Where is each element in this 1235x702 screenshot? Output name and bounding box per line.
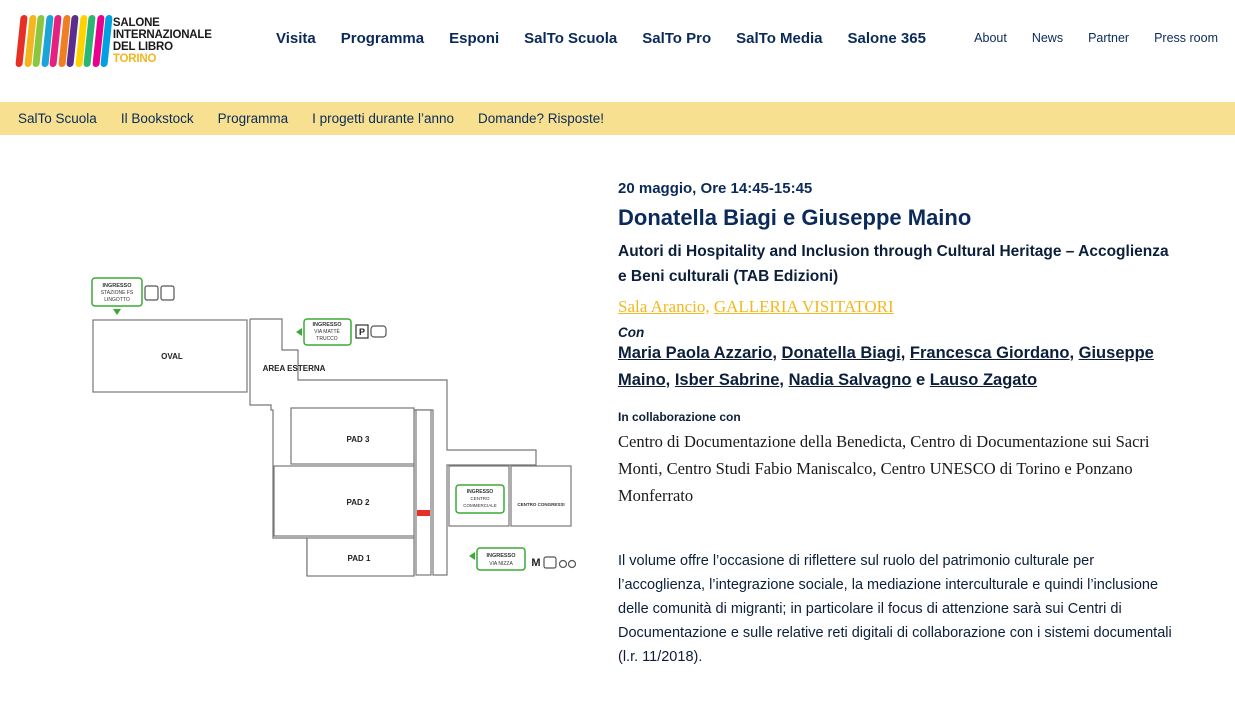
main-nav xyxy=(276,30,951,47)
utility-nav xyxy=(949,31,1218,45)
site-logo[interactable] xyxy=(18,12,218,70)
author-link[interactable]: Lauso Zagato xyxy=(929,371,1038,389)
section-subnav xyxy=(0,102,1235,135)
author-link[interactable]: Nadia Salvagno xyxy=(788,371,912,389)
bus-icon-nizza xyxy=(544,557,556,568)
logo-line-2: INTERNAZIONALE xyxy=(112,29,212,41)
map-label-centro-congressi: CENTRO CONGRESSI xyxy=(517,502,565,507)
map-label-centro-3: COMMERCIALE xyxy=(463,503,497,508)
logo-torino: TORINO xyxy=(112,53,157,65)
nav-salto-pro[interactable]: SalTo Pro xyxy=(642,30,712,47)
separator: , xyxy=(665,371,675,389)
event-date: 20 maggio, Ore 14:45-15:45 xyxy=(618,180,813,197)
location-room-link[interactable]: Sala Arancio, xyxy=(618,297,710,316)
authors-list xyxy=(618,340,1178,394)
separator: , xyxy=(1069,344,1079,362)
nav-programma[interactable]: Programma xyxy=(340,30,425,47)
author-link[interactable]: Maria Paola Azzario xyxy=(618,344,773,362)
map-entrance-nizza xyxy=(469,548,576,570)
nav-salone-365[interactable]: Salone 365 xyxy=(847,30,926,47)
nav-visita[interactable]: Visita xyxy=(276,30,316,47)
map-label-fs-1: INGRESSO xyxy=(102,283,132,289)
nav-salto-media[interactable]: SalTo Media xyxy=(736,30,823,47)
event-location xyxy=(618,297,1178,317)
map-label-oval: OVAL xyxy=(161,352,183,361)
util-press-room[interactable]: Press room xyxy=(1154,31,1218,45)
map-label-nizza-1: INGRESSO xyxy=(486,553,516,559)
nav-salto-scuola[interactable]: SalTo Scuola xyxy=(524,30,618,47)
separator: , xyxy=(779,371,789,389)
nav-esponi[interactable]: Esponi xyxy=(449,30,500,47)
collaboration-partners: Centro di Documentazione della Benedicta, Centro di Documentazione sui Sacri Monti, Centro Studi Fabio Maniscalco, Centro UNESCO di Torino e Ponzano Monferrato xyxy=(618,432,1150,505)
bike-icon xyxy=(560,561,567,568)
event-details xyxy=(618,180,1178,669)
map-label-matte-2: VIA MATTÈ xyxy=(314,329,340,335)
collaboration-label: In collaborazione con xyxy=(618,410,741,424)
map-entrance-fs xyxy=(92,278,174,315)
subnav-faq[interactable]: Domande? Risposte! xyxy=(477,111,605,126)
map-pad-2 xyxy=(274,466,414,536)
map-label-nizza-2: VIA NIZZA xyxy=(489,561,513,567)
map-label-metro: M xyxy=(531,557,541,569)
logo-line-3: DEL LIBRO xyxy=(112,41,173,53)
event-description: Il volume offre l’occasione di riflettere sul ruolo del patrimonio culturale per l’accoglienza, l’integrazione sociale, la mediazione interculturale e quindi l’inclusione delle comunità di migranti; in particolare il focus di attenzione sarà sui Centri di Documentazione e sulle relative reti digitali di collaborazione con i sistemi documentali (l.r. 11/2018). xyxy=(618,553,1172,665)
map-location-marker xyxy=(417,510,430,516)
author-link[interactable]: Giuseppe Maino xyxy=(618,344,1154,389)
tram-icon xyxy=(161,286,174,300)
site-header xyxy=(0,0,1235,102)
event-title: Donatella Biagi e Giuseppe Maino xyxy=(618,205,972,230)
logo-wordmark xyxy=(113,17,218,65)
util-about[interactable]: About xyxy=(974,31,1007,45)
map-label-fs-2: STAZIONE FS xyxy=(100,290,134,296)
logo-stripes xyxy=(18,13,111,69)
map-label-matte-1: INGRESSO xyxy=(312,322,342,328)
event-subtitle: Autori di Hospitality and Inclusion through Cultural Heritage – Accoglienza e Beni culturali (TAB Edizioni) xyxy=(618,243,1169,285)
map-centro-congressi xyxy=(511,466,571,526)
map-label-fs-3: LINGOTTO xyxy=(104,297,130,303)
map-label-pad-2: PAD 2 xyxy=(346,498,370,507)
util-news[interactable]: News xyxy=(1031,31,1064,45)
with-label: Con xyxy=(618,325,645,340)
logo-line-1: SALONE xyxy=(112,17,160,29)
map-label-matte-3: TRUCCO xyxy=(316,336,338,342)
map-label-centro-1: INGRESSO xyxy=(466,489,494,495)
separator: , xyxy=(772,344,782,362)
map-label-pad-1: PAD 1 xyxy=(347,554,371,563)
author-link[interactable]: Francesca Giordano xyxy=(909,344,1070,362)
subnav-progetti[interactable]: I progetti durante l’anno xyxy=(312,111,454,126)
subnav-salto-scuola[interactable]: SalTo Scuola xyxy=(18,111,97,126)
subnav-programma[interactable]: Programma xyxy=(217,111,289,126)
author-link[interactable]: Donatella Biagi xyxy=(781,344,901,362)
location-area-link[interactable]: GALLERIA VISITATORI xyxy=(713,297,894,316)
author-link[interactable]: Isber Sabrine xyxy=(674,371,780,389)
subnav-bookstock[interactable]: Il Bookstock xyxy=(120,111,194,126)
separator: e xyxy=(911,371,930,389)
car-icon xyxy=(371,326,386,337)
util-partner[interactable]: Partner xyxy=(1088,31,1130,45)
venue-map xyxy=(88,270,583,585)
map-entrance-matte xyxy=(296,319,386,345)
bus-icon xyxy=(145,286,158,300)
map-label-pad-3: PAD 3 xyxy=(346,435,370,444)
map-label-area-esterna: AREA ESTERNA xyxy=(262,364,326,373)
map-label-centro-2: CENTRO xyxy=(470,496,490,501)
separator: , xyxy=(900,344,910,362)
map-label-parking: P xyxy=(358,327,366,337)
